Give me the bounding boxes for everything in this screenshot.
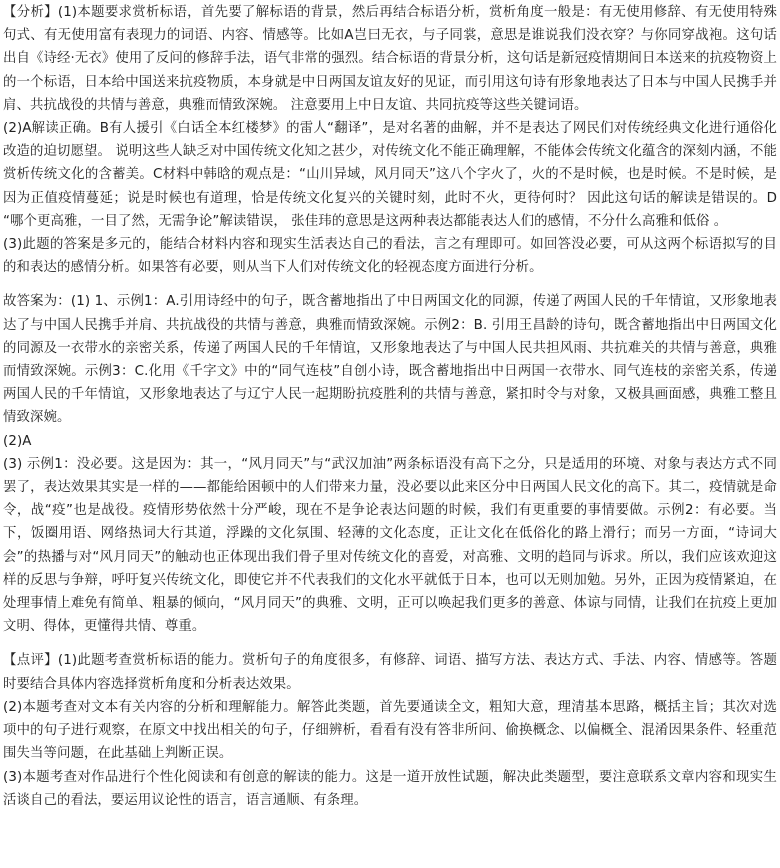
analysis-paragraph-2: (2)A解读正确。B有人援引《白话全本红楼梦》的雷人“翻译”，是对名著的曲解，并不是表达了网民们对传统经典文化进行通俗化改造的迫切愿望。 说明这些人缺乏对中国传统文化知之甚少，对传统文化不能正确理解，不能体会传统文化蕴含的深刻内涵，不能赏析传统文化的含蓄美。C材料中韩晗的观点是：“山川异域，风月同天”这八个字火了，火的不是时候，也是时候。不是时候，是因为正值疫情蔓延；说是时候也有道理，恰是传统文化复兴的关键时刻，此时不火，更待何时？ 因此这句话的解读是错误的。D “哪个更高雅，一目了然，无需争论”解读错误， 张佳玮的意思是这两种表达都能表达人们的感情，不分什么高雅和低俗 。	[3, 121, 777, 229]
comment-paragraph-3: (3)本题考查对作品进行个性化阅读和有创意的解读的能力。这是一道开放性试题，解决此类题型，要注意联系文章内容和现实生活谈自己的看法，要运用议论性的语言，语言通顺、有条理。	[3, 769, 777, 808]
section-spacer	[3, 279, 777, 290]
comment-paragraph-1: 【点评】(1)此题考查赏析标语的能力。赏析句子的角度很多，有修辞、词语、描写方法、表达方式、手法、内容、情感等。答题时要结合具体内容选择赏析角度和分析表达效果。	[3, 653, 777, 692]
analysis-paragraph-1: 【分析】(1)本题要求赏析标语，首先要了解标语的背景，然后再结合标语分析，赏析角度一般是：有无使用修辞、有无使用特殊句式、有无使用富有表现力的词语、内容、情感等。比如A岂曰无衣，与子同裳，意思是谁说我们没衣穿？与你同穿战袍。这句话出自《诗经·无衣》使用了反问的修辞手法，语气非常的强烈。结合标语的背景分析，这句话是新冠疫情期间日本送来的抗疫物资上的一个标语，日本给中国送来抗疫物质，本身就是中日两国友谊友好的见证，而引用这句诗有形象地表达了日本与中国人民携手并肩、共抗战役的共情与善意，典雅而情致深婉。 注意要用上中日友谊、共同抗疫等这些关键词语。	[3, 5, 777, 113]
analysis-section	[3, 1, 777, 279]
answer-section	[3, 290, 777, 638]
answer-paragraph-3: (3) 示例1：没必要。这是因为：其一，“风月同天”与“武汉加油”两条标语没有高下之分，只是适用的环境、对象与表达方式不同罢了，表达效果其实是一样的——都能给困顿中的人们带来力量，没必要以此来区分中日两国人民文化的高下。其二，疫情就是命令，战“疫”也是战役。疫情形势依然十分严峻，现在不是争论表达问题的时候，我们有更重要的事情要做。示例2：有必要。当下，饭圈用语、网络热词大行其道，浮躁的文化氛围、轻薄的文化态度，正让文化在低俗化的路上滑行；而另一方面，“诗词大会”的热播与对“风月同天”的触动也正体现出我们骨子里对传统文化的喜爱，对高雅、文明的趋同与诉求。所以，我们应该欢迎这样的反思与争辩，呼吁复兴传统文化，即使它并不代表我们的文化水平就低于日本，也可以无则加勉。另外，正因为疫情紧迫，在处理事情上难免有简单、粗暴的倾向，“风月同天”的典雅、文明，正可以唤起我们更多的善意、体谅与同情，让我们在抗疫上更加文明、得体，更懂得共情、尊重。	[3, 456, 777, 635]
comment-paragraph-2: (2)本题考查对文本有关内容的分析和理解能力。解答此类题，首先要通读全文，粗知大意，理清基本思路，概括主旨；其次对选项中的句子进行观察，在原文中找出相关的句子，仔细辨析，看看有没有答非所问、偷换概念、以偏概全、混淆因果条件、轻重范围失当等问题，在此基础上判断正误。	[3, 699, 777, 762]
analysis-paragraph-3: (3)此题的答案是多元的，能结合材料内容和现实生活表达自己的看法，言之有理即可。如回答没必要，可从这两个标语拟写的目的和表达的感情分析。如果答有必要，则从当下人们对传统文化的轻视态度方面进行分析。	[3, 237, 777, 276]
answer-paragraph-1: 故答案为：(1) 1、示例1：A.引用诗经中的句子，既含蓄地指出了中日两国文化的同源，传递了两国人民的千年情谊，又形象地表达了与中国人民携手并肩、共抗战役的共情与善意，典雅而情致深婉。示例2：B. 引用王昌龄的诗句，既含蓄地指出中日两国文化的同源及一衣带水的亲密关系，传递了两国人民的千年情谊，又形象地表达了与中国人民共担风雨、共抗难关的共情与善意，典雅而情致深婉。示例3：C.化用《千字文》中的“同气连枝”自创小诗，既含蓄地指出中日两国一衣带水、同气连枝的亲密关系，传递两国人民的千年情谊，又形象地表达了与辽宁人民一起期盼抗疫胜利的共情与善意，紧扣时令与对象，又极具画面感，典雅工整且情致深婉。	[3, 294, 777, 426]
section-spacer	[3, 638, 777, 649]
answer-paragraph-2: (2)A	[3, 433, 32, 449]
comment-section	[3, 649, 777, 811]
